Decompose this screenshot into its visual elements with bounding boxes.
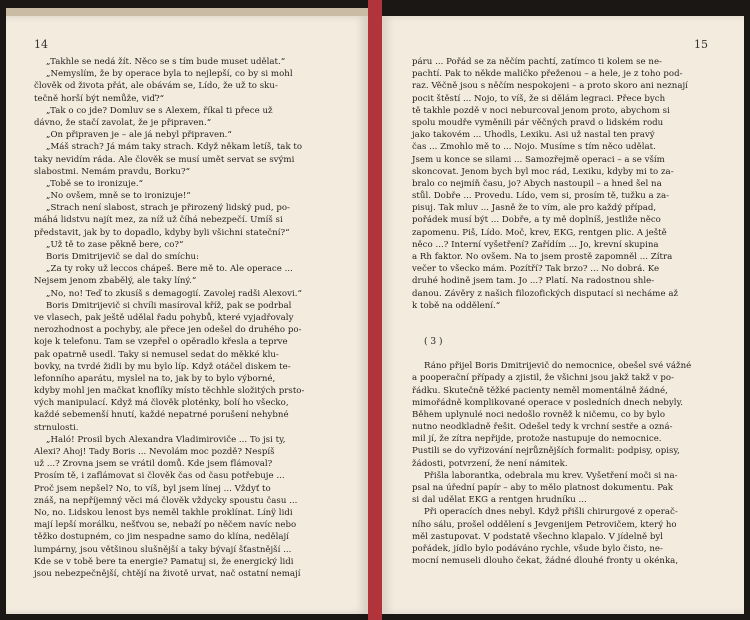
- text-line: jsou nebezpečnější, chtějí na životě urvat, nač ostatní nemají: [34, 568, 301, 579]
- text-line: pořádek, jídlo bylo podáváno rychle, všude bylo čisto, ne-: [412, 543, 663, 554]
- text-line: „Nemyslím, že by operace byla to nejlepší, co by si mohl: [46, 69, 293, 80]
- text-line: mil jí, že zítra nepřijde, protože nastupuje do nemocnice.: [412, 434, 662, 445]
- text-line: večer to všecko mám. Pozítří? Tak brzo? ... No dobrá. Ke: [412, 264, 660, 275]
- text-line: Proč jsem nepšel? No, to víš, byl jsem línej ... Vždyť to: [34, 483, 271, 494]
- text-line: nerozhodnost a pochyby, ale přece jen odešel do druhého po-: [34, 325, 302, 336]
- text-line: k tobě na oddělení.“: [412, 300, 501, 311]
- text-line: Jsem u konce se silami ... Samozřejmě operaci – a se vším: [412, 154, 665, 165]
- text-line: koje k telefonu. Tam se vzepřel o opěradlo křesla a teprve: [34, 337, 288, 348]
- text-line: pocit štěstí ... Nojo, to víš, že si dělám legraci. Přece bych: [412, 93, 666, 104]
- text-line: „Už tě to zase pěkně bere, co?“: [46, 239, 184, 250]
- section-gap: [412, 312, 716, 336]
- text-line: znáš, na nepříjemný věci má člověk vždycky spoustu času ...: [34, 495, 298, 506]
- text-line: a Rh faktor. No ovšem. Na to jsem prostě zapomněl ... Zítra: [412, 252, 673, 262]
- text-line: druhé hodině jsem tam. Jo ...? Platí. Na radostnou shle-: [412, 276, 655, 287]
- text-line: zapomenu. Piš, Lído. Moč, krev, EKG, rentgen plic. A ještě: [412, 227, 667, 238]
- section-marker: ( 3 ): [424, 336, 443, 347]
- text-line: tě takhle pozdě v noci neburcoval jenom proto, abychom si: [412, 105, 670, 116]
- text-line: Nejsem jenom zbabělý, ale taky líný.“: [34, 276, 197, 287]
- text-line: Přišla laborantka, odebrala mu krev. Vyšetření moči si na-: [424, 470, 678, 481]
- text-line: představit, jak by to dopadlo, kdyby byli všichni stateční?“: [34, 227, 290, 238]
- text-line: a pooperační případy a zjistil, že všichni jsou jakž takž v po-: [412, 373, 675, 384]
- text-line: těžko dostupném, co jim nespadne samo do klína, nedělají: [34, 532, 289, 543]
- text-line: bovky, na tvrdé židli by mu bylo líp. Když otáčel diskem te-: [34, 361, 291, 372]
- text-line: tečně horší být nemůže, viď?“: [34, 93, 165, 104]
- text-line: „No ovšem, mně se to ironizuje!“: [46, 191, 191, 202]
- text-line: taky nevidím ráda. Ale člověk se musí umět servat se svými: [34, 154, 295, 165]
- right-page: [382, 16, 744, 614]
- text-line: vých manipulací. Když má člověk ploténky, bolí ho všecko,: [34, 398, 289, 409]
- text-line: každé sebemenší hnutí, každé nepatrné porušení nehybné: [34, 410, 289, 421]
- left-page: [6, 16, 368, 614]
- page-number: 15: [694, 38, 708, 51]
- text-line: Prosím tě, i zaflámovat si člověk čas od času potřebuje ...: [34, 471, 285, 482]
- text-line: páru ... Pořád se za něčím pachtí, zatímco ti kolem se ne-: [412, 57, 662, 67]
- text-line: Během uplynulé noci nedošlo rovněž k ničemu, co by bylo: [412, 409, 666, 420]
- right-page-text-top: [412, 56, 716, 312]
- right-page-text-bottom: [412, 360, 716, 567]
- text-line: „Tobě se to ironizuje.“: [46, 178, 144, 189]
- text-line: nutno neodkladně řešit. Odešel tedy k vrchní sestře a ozná-: [412, 422, 673, 433]
- text-line: „Takhle se nedá žít. Něco se s tím bude muset udělat.“: [46, 57, 286, 67]
- text-line: „Za ty roky už leccos chápeš. Bere mě to. Ale operace ...: [46, 264, 293, 275]
- book-spine: [368, 0, 382, 620]
- text-line: Ráno přijel Boris Dmitrijevič do nemocnice, obešel své vážné: [424, 361, 692, 372]
- text-line: Pustili se do vyřizování nejrůznějších formalit: podpisy, opisy,: [412, 446, 680, 457]
- text-line: Boris Dmitrijevič si chvíli masíroval kříž, pak se podrbal: [46, 300, 292, 311]
- text-line: Kde se v tobě bere ta energie? Pamatuj si, že energický lidi: [34, 556, 294, 567]
- text-line: „On připraven je – ale já nebyl připraven.“: [46, 130, 232, 141]
- text-line: pak opatrně usedl. Taky si nemusel sedat do měkké klu-: [34, 349, 279, 360]
- text-line: Boris Dmitrijevič se dal do smíchu:: [46, 252, 200, 262]
- text-line: řádku. Skutečně těžké pacienty neměl momentálně žádné,: [412, 385, 668, 396]
- text-line: člověk od života přát, ale obávám se, Lído, že už to sku-: [34, 81, 278, 92]
- text-line: čas ... Zmohlo mě to ... Nojo. Musíme s tím něco udělat.: [412, 142, 656, 153]
- text-line: máhá lidstvu najít mez, za níž už číhá nebezpečí. Umíš si: [34, 215, 283, 226]
- text-line: „Strach není slabost, strach je přirozený lidský pud, po-: [46, 203, 290, 214]
- text-line: spolu moudře vyměnili pár věčných pravd o lidském rodu: [412, 117, 664, 128]
- text-line: pachtí. Pak to někde maličko přeženou – a hele, je z toho pod-: [412, 69, 683, 80]
- text-line: dávno, že stačí zavolat, že je připraven.“: [34, 117, 212, 128]
- text-line: psal na úřední papír – aby to mělo platnost dokumentu. Pak: [412, 483, 674, 493]
- text-line: danou. Závěry z našich filozofických disputací si necháme až: [412, 288, 679, 299]
- text-line: jako takovém ... Uhodls, Lexiku. Asi už nastal ten pravý: [412, 130, 655, 141]
- text-line: ve vlasech, pak ještě udělal řadu pohybů, které vyjadřovaly: [34, 312, 294, 323]
- left-page-text: [34, 56, 352, 580]
- text-line: No, no. Lidskou lenost bys neměl takhle proklínat. Línÿ lidi: [34, 507, 293, 518]
- text-line: lefonního aparátu, myslel na to, jak by to bylo výborné,: [34, 373, 276, 384]
- text-line: ního sálu, prošel oddělení s Jevgenijem Petrovičem, který ho: [412, 519, 677, 530]
- text-line: mají lepší morálku, nešťvou se, nebaží po něčem navíc nebo: [34, 520, 297, 531]
- text-line: mimořádně komplikované operace v posledních dnech nebyly.: [412, 397, 684, 408]
- text-line: Alexi? Ahoj! Tady Boris ... Nevolám moc pozdě? Nespíš: [34, 447, 275, 457]
- text-line: „Tak o co jde? Domluv se s Alexem, říkal ti přece už: [46, 105, 273, 116]
- text-line: už ...? Zrovna jsem se vrátil domů. Kde jsem flámoval?: [34, 459, 273, 470]
- text-line: „Haló! Prosil bych Alexandra Vladimiroviče ... To jsi ty,: [46, 434, 286, 445]
- text-line: kdyby mohl jen mačkat knoflíky místo těchhle složitých prsto-: [34, 386, 305, 397]
- text-line: mocní nemuseli dlouho čekat, žádné dlouhé fronty u okénka,: [412, 556, 679, 567]
- text-line: raz. Věčně jsou s něčím nespokojeni – a proto skoro ani neznají: [412, 81, 688, 92]
- text-line: lumpárny, jsou většinou slušnější a taky bývají šťastnější ...: [34, 544, 292, 555]
- page-number: 14: [34, 38, 48, 51]
- text-line: slabostmi. Nemám pravdu, Borku?“: [34, 166, 191, 177]
- text-line: bralo co nejmíň času, jo? Abych nastoupil – a hned šel na: [412, 178, 662, 189]
- text-line: stůl. Dobře ... Provedu. Lído, vem si, prosím tě, tužku a za-: [412, 191, 670, 202]
- text-line: pisuj. Tak mluv ... Jasně že to vím, ale pro každý případ,: [412, 203, 657, 214]
- text-line: „No, no! Teď to zkusíš s demagogií. Zavolej radši Alexovi.“: [46, 288, 302, 299]
- text-line: si dal udělat EKG a rentgen hrudníku ...: [412, 495, 587, 506]
- text-line: žádosti, potvrzení, že není námitek.: [412, 458, 568, 469]
- text-line: skoncovat. Jenom bych byl moc rád, Lexiku, kdyby mi to za-: [412, 166, 674, 177]
- text-line: „Máš strach? Já mám taky strach. Když někam letíš, tak to: [46, 142, 303, 153]
- text-line: Při operacích dnes nebyl. Když přišli chirurgové z operač-: [424, 507, 678, 518]
- text-line: měl zastupovat. V podstatě všechno klapalo. V jídelně byl: [412, 531, 664, 542]
- text-line: strnulosti.: [34, 422, 79, 433]
- text-line: pořádek musí být ... Dobře, a ty mě doplníš, jestliže něco: [412, 215, 661, 226]
- text-line: něco ...? Interní vyšetření? Zařídím ... Jo, krevní skupina: [412, 239, 659, 250]
